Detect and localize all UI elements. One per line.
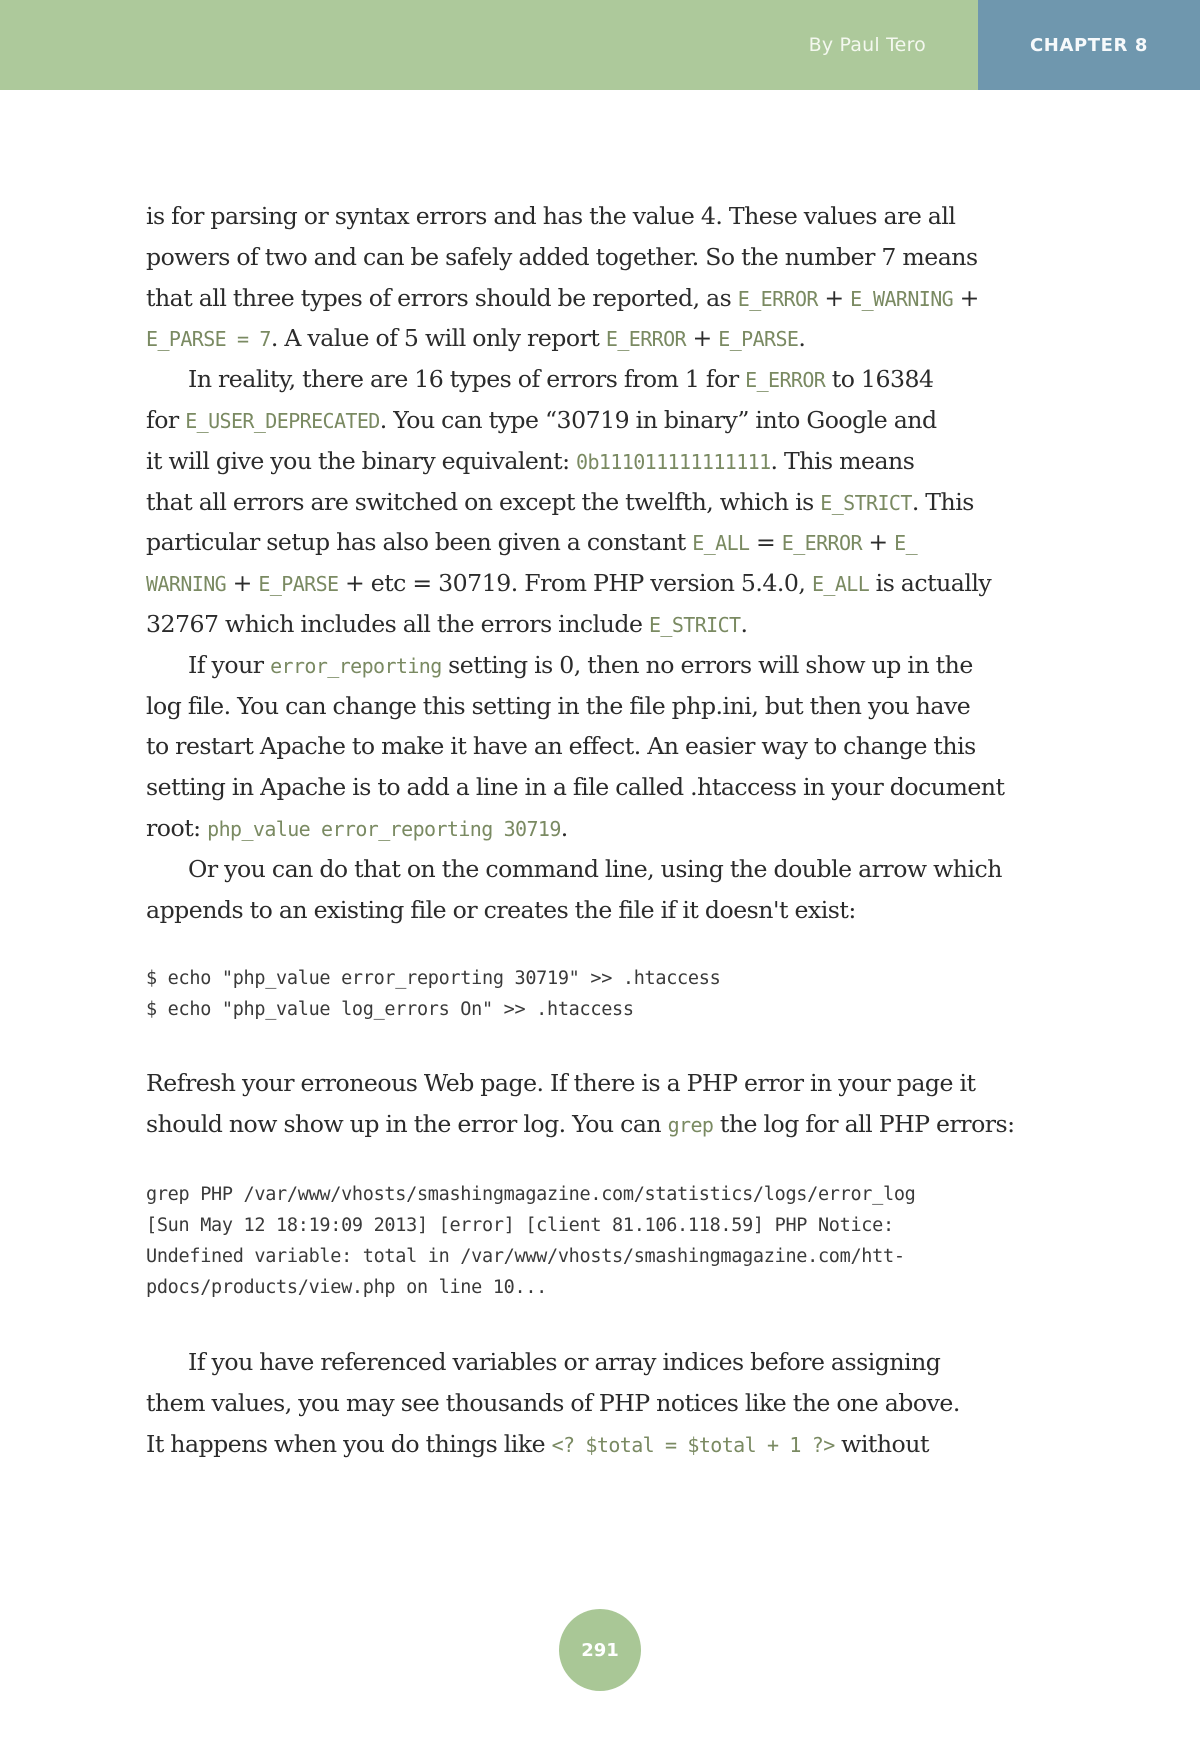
page-number: 291: [581, 1639, 619, 1661]
inline-code: E_ERROR: [745, 368, 826, 393]
text-line: [146, 563, 1016, 604]
chapter-tab: [978, 0, 1200, 90]
spacer: [146, 1025, 1016, 1063]
text-line: [146, 808, 1016, 849]
text-line: [146, 686, 1016, 727]
code-line: Undefined variable: total in /var/www/vhosts/smashingmagazine.com/htt-: [146, 1245, 905, 1267]
code-block: [146, 963, 1016, 1025]
text-run: to restart Apache to make it have an effect. An easier way to change this: [146, 732, 976, 761]
text-run: .: [740, 609, 748, 638]
text-run: +: [953, 283, 979, 312]
text-run: Refresh your erroneous Web page. If there is a PHP error in your page it: [146, 1069, 976, 1098]
text-run: setting is 0, then no errors will show up in the: [441, 650, 973, 679]
text-run: . You can type “30719 in binary” into Google and: [379, 405, 937, 434]
code-line: $ echo "php_value log_errors On" >> .htaccess: [146, 999, 634, 1021]
inline-code: E_ERROR: [737, 286, 818, 311]
text-run: +: [817, 283, 851, 312]
text-line: [146, 1383, 1016, 1424]
inline-code: <? $total = $total + 1 ?>: [551, 1432, 835, 1457]
text-line: [146, 604, 1016, 645]
text-run: + etc = 30719. From PHP version 5.4.0,: [338, 569, 812, 598]
text-line: [146, 1342, 1016, 1383]
inline-code: error_reporting: [270, 653, 442, 678]
paragraph: [146, 1063, 1016, 1145]
text-run: =: [749, 528, 782, 557]
spacer: [146, 930, 1016, 963]
inline-code: E_ERROR: [781, 531, 862, 556]
inline-code: E_STRICT: [820, 490, 912, 515]
text-run: them values, you may see thousands of PHP notices like the one above.: [146, 1388, 960, 1417]
inline-code: E_: [894, 531, 918, 556]
inline-code: php_value error_reporting 30719: [207, 816, 561, 841]
code-line: pdocs/products/view.php on line 10...: [146, 1276, 548, 1298]
text-run: +: [226, 569, 259, 598]
text-run: It happens when you do things like: [146, 1429, 552, 1458]
text-run: root:: [146, 813, 208, 842]
inline-code: E_PARSE: [258, 572, 339, 597]
text-run: powers of two and can be safely added together. So the number 7 means: [146, 242, 978, 271]
text-run: is actually: [869, 569, 992, 598]
page-header: [0, 0, 1200, 90]
text-run: that all errors are switched on except the twelfth, which is: [146, 487, 821, 516]
text-line: [146, 1424, 1016, 1465]
inline-code: grep: [667, 1113, 714, 1138]
text-line: [146, 645, 1016, 686]
page-body: [146, 196, 1016, 1464]
code-line: [Sun May 12 18:19:09 2013] [error] [client 81.106.118.59] PHP Notice:: [146, 1214, 894, 1236]
text-run: it will give you the binary equivalent:: [146, 446, 577, 475]
spacer: [146, 1145, 1016, 1179]
text-run: particular setup has also been given a constant: [146, 528, 693, 557]
text-run: In reality, there are 16 types of errors from 1 for: [188, 365, 746, 394]
code-line: grep PHP /var/www/vhosts/smashingmagazine.com/statistics/logs/error_log: [146, 1183, 916, 1205]
text-run: +: [861, 528, 895, 557]
text-run: .: [560, 813, 568, 842]
page-number-badge: [559, 1609, 641, 1691]
text-run: .: [798, 324, 806, 353]
inline-code: E_WARNING: [850, 286, 954, 311]
inline-code: E_ALL: [811, 572, 870, 597]
inline-code: E_PARSE = 7: [146, 327, 271, 352]
code-line: $ echo "php_value error_reporting 30719" >> .htaccess: [146, 968, 721, 990]
text-line: [146, 767, 1016, 808]
text-line: [146, 726, 1016, 767]
inline-code: E_ALL: [692, 531, 750, 556]
paragraph: [146, 645, 1016, 849]
text-line: [146, 359, 1016, 400]
inline-code: 0b111011111111111: [576, 449, 771, 474]
text-line: [146, 890, 1016, 931]
text-run: . A value of 5 will only report: [270, 324, 606, 353]
text-run: 32767 which includes all the errors include: [146, 609, 649, 638]
text-line: [146, 400, 1016, 441]
inline-code: E_STRICT: [648, 612, 741, 637]
spacer: [146, 1303, 1016, 1342]
chapter-label: CHAPTER 8: [1029, 34, 1149, 56]
text-line: [146, 278, 1016, 319]
text-run: for: [146, 405, 186, 434]
text-line: [146, 522, 1016, 563]
text-run: to 16384: [825, 365, 934, 394]
text-line: [146, 318, 1016, 359]
text-line: [146, 196, 1016, 237]
text-run: the log for all PHP errors:: [713, 1110, 1015, 1139]
paragraph: [146, 1342, 1016, 1464]
text-line: [146, 1063, 1016, 1104]
text-run: . This: [911, 487, 974, 516]
text-run: . This means: [770, 446, 915, 475]
code-block: [146, 1179, 1016, 1303]
paragraph: [146, 359, 1016, 645]
inline-code: E_PARSE: [718, 327, 799, 352]
inline-code: E_USER_DEPRECATED: [185, 408, 380, 433]
text-run: without: [834, 1429, 929, 1458]
text-run: If your: [188, 650, 271, 679]
paragraph: [146, 849, 1016, 931]
text-run: should now show up in the error log. You can: [146, 1110, 668, 1139]
text-run: that all three types of errors should be reported, as: [146, 283, 738, 312]
text-line: [146, 237, 1016, 278]
text-line: [146, 441, 1016, 482]
text-run: +: [685, 324, 719, 353]
text-line: [146, 1104, 1016, 1145]
inline-code: E_ERROR: [605, 327, 686, 352]
text-run: setting in Apache is to add a line in a file called .htaccess in your document: [146, 773, 1005, 802]
paragraph: [146, 196, 1016, 359]
text-run: appends to an existing file or creates the file if it doesn't exist:: [146, 895, 856, 924]
text-run: is for parsing or syntax errors and has the value 4. These values are all: [146, 202, 956, 230]
text-run: Or you can do that on the command line, using the double arrow which: [188, 854, 1002, 883]
inline-code: WARNING: [146, 572, 227, 597]
text-run: log file. You can change this setting in the file php.ini, but then you have: [146, 691, 971, 720]
text-line: [146, 849, 1016, 890]
text-run: If you have referenced variables or array indices before assigning: [188, 1347, 941, 1376]
author-name: By Paul Tero: [808, 34, 926, 56]
text-line: [146, 482, 1016, 523]
